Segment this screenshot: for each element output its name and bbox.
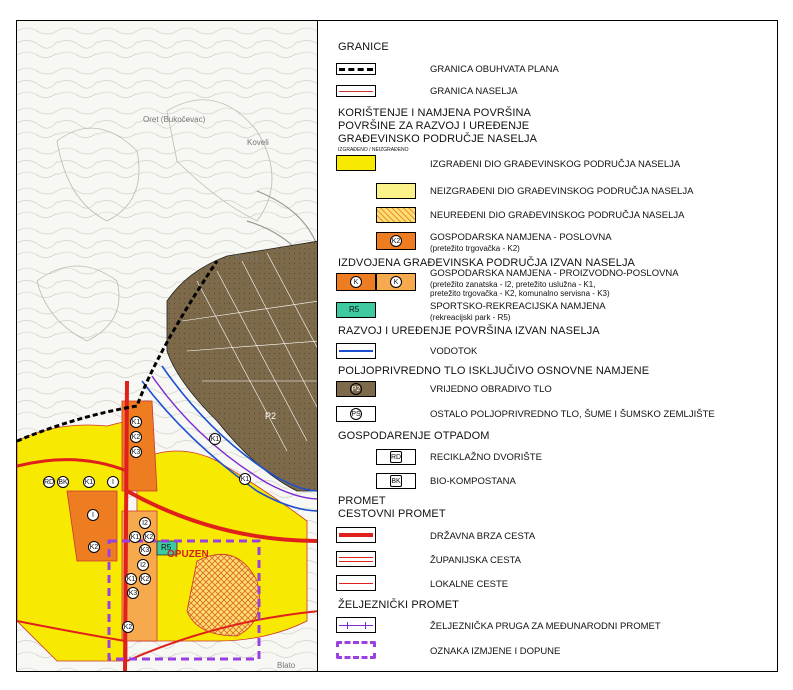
map-badge-k1-f: K1: [125, 573, 137, 585]
map-badge-k1-e: K1: [129, 531, 141, 543]
settlement-boundary-symbol: [336, 85, 376, 97]
legend-badge-k: K: [350, 276, 362, 288]
legend-item-granica-obuhvata: GRANICA OBUHVATA PLANA: [430, 64, 559, 75]
map-badge-k1-d: K1: [83, 476, 95, 488]
topo-label-blato: Blato: [277, 661, 296, 670]
bio-composting-symbol: [376, 473, 416, 489]
map-badge-k2: K2: [130, 431, 142, 443]
legend-badge-rd: RD: [390, 451, 402, 463]
legend-section-poljoprivredno: POLJOPRIVREDNO TLO ISKLJUČIVO OSNOVNE NAMJENE: [338, 365, 650, 377]
map-badge-k2-b: K2: [143, 531, 155, 543]
unregulated-area-symbol: [376, 207, 416, 223]
watercourse-symbol: [336, 343, 376, 359]
map-badge-i-b: I: [87, 509, 99, 521]
map-badge-k3-b: K3: [139, 544, 151, 556]
map-badge-k1: K1: [130, 416, 142, 428]
legend-item-neizgradjeni: NEIZGRAĐENI DIO GRAĐEVINSKOG PODRUČJA NASELJA: [430, 186, 694, 197]
legend-panel: [318, 20, 778, 672]
legend-item-gosp-poslovna: GOSPODARSKA NAMJENA - POSLOVNA: [430, 232, 612, 243]
legend-item-gosp-proizv: GOSPODARSKA NAMJENA - PROIZVODNO-POSLOVNA: [430, 268, 679, 279]
legend-section-izdvojena: IZDVOJENA GRAĐEVINSKA PODRUČJA IZVAN NASELJA: [338, 257, 635, 269]
map-badge-k2-e: K2: [122, 621, 134, 633]
farmland-symbol: [336, 381, 376, 397]
legend-item-vrijedno: VRIJEDNO OBRADIVO TLO: [430, 384, 552, 395]
sport-zone-symbol: [336, 302, 376, 318]
legend-section-povrsine: POVRŠINE ZA RAZVOJ I UREĐENJE: [338, 120, 530, 132]
legend-item-pruga: ŽELJEZNIČKA PRUGA ZA MEĐUNARODNI PROMET: [430, 621, 661, 632]
business-zone-symbol: [376, 232, 416, 250]
map-badge-i2: I2: [139, 517, 151, 529]
legend-badge-k-light: K: [390, 276, 402, 288]
map-badge-k1-b: K1: [209, 433, 221, 445]
legend-note-gosp-proizv-1: (pretežito zanatska - I2, pretežito uslužna - K1,: [430, 280, 596, 289]
map-badge-k3: K3: [130, 446, 142, 458]
legend-item-neuredjeni: NEUREĐENI DIO GRAĐEVINSKOG PODRUČJA NASELJA: [430, 210, 685, 221]
legend-item-lokalne: LOKALNE CESTE: [430, 579, 509, 590]
legend-badge-k2: K2: [390, 235, 402, 247]
map-badge-bk: BK: [57, 476, 69, 488]
place-label-p2: P2: [265, 411, 277, 421]
legend-item-oznaka: OZNAKA IZMJENE I DOPUNE: [430, 646, 561, 657]
map-badge-k2-d: K2: [88, 541, 100, 553]
map-badge-k2-c: K2: [139, 573, 151, 585]
topo-label-kovel: Koveli: [247, 138, 269, 147]
legend-item-drzavna: DRŽAVNA BRZA CESTA: [430, 531, 536, 542]
legend-badge-ps: PŠ: [350, 408, 362, 420]
legend-section-koristenje: KORIŠTENJE I NAMJENA POVRŠINA: [338, 107, 531, 119]
legend-badge-bk: BK: [390, 475, 402, 487]
place-label-opuzen: OPUZEN: [167, 549, 209, 560]
change-marker-symbol: [336, 641, 376, 659]
legend-badge-p2: P2: [350, 383, 362, 395]
map-badge-k3-c: K3: [127, 587, 139, 599]
map-label-r5: R5: [161, 543, 172, 552]
legend-item-granica-naselja: GRANICA NASELJA: [430, 86, 518, 97]
legend-item-vodotok: VODOTOK: [430, 346, 478, 357]
county-road-symbol: [336, 551, 376, 567]
legend-item-biokompostana: BIO-KOMPOSTANA: [430, 476, 516, 487]
legend-note-sportsko: (rekreacijski park - R5): [430, 313, 511, 322]
legend-note-gosp-proizv-2: pretežito trgovačka - K2, komunalno servisna - K3): [430, 289, 610, 298]
map-badge-i: I: [107, 476, 119, 488]
legend-section-promet: PROMET: [338, 495, 386, 507]
state-road-symbol: [336, 527, 376, 543]
other-land-symbol: [336, 406, 376, 422]
topo-label-kunj: K u n j: [235, 253, 258, 262]
recycling-yard-symbol: [376, 449, 416, 465]
local-road-symbol: [336, 575, 376, 591]
legend-section-zeljeznicki: ŽELJEZNIČKI PROMET: [338, 599, 459, 611]
legend-section-gradjevinsko: GRAĐEVINSKO PODRUČJE NASELJA: [338, 133, 538, 145]
legend-note-gosp-poslovna: (pretežito trgovačka - K2): [430, 244, 520, 253]
legend-item-ostalo: OSTALO POLJOPRIVREDNO TLO, ŠUME I ŠUMSKO ZEMLJIŠTE: [430, 409, 715, 420]
legend-section-cestovni: CESTOVNI PROMET: [338, 508, 446, 520]
legend-item-sportsko: SPORTSKO-REKREACIJSKA NAMJENA: [430, 301, 606, 312]
legend-section-granice: GRANICE: [338, 41, 389, 53]
legend-item-reciklazno: RECIKLAŽNO DVORIŠTE: [430, 452, 542, 463]
legend-section-otpad: GOSPODARENJE OTPADOM: [338, 430, 490, 442]
railway-symbol: [336, 617, 376, 633]
topo-label-bukovac: Oret (Bukočevac): [143, 115, 206, 124]
production-zone-symbol: [336, 273, 376, 291]
map-badge-k1-c: K1: [239, 473, 251, 485]
legend-section-razvoj: RAZVOJ I UREĐENJE POVRŠINA IZVAN NASELJA: [338, 325, 600, 337]
legend-symbol-r5: R5: [349, 305, 360, 314]
map-panel[interactable]: [16, 20, 318, 672]
map-badge-rd: RD: [43, 476, 55, 488]
plan-boundary-symbol: [336, 63, 376, 75]
legend-item-izgradjeni: IZGRAĐENI DIO GRAĐEVINSKOG PODRUČJA NASELJA: [430, 159, 681, 170]
legend-subtitle-izgradjeno: IZGRAĐENO / NEIZGRAĐENO: [338, 147, 409, 153]
production-zone-symbol-light: [376, 273, 416, 291]
legend-item-zupanijska: ŽUPANIJSKA CESTA: [430, 555, 521, 566]
map-badge-i2-b: I2: [137, 559, 149, 571]
unbuilt-area-symbol: [376, 183, 416, 199]
built-area-symbol: [336, 155, 376, 171]
